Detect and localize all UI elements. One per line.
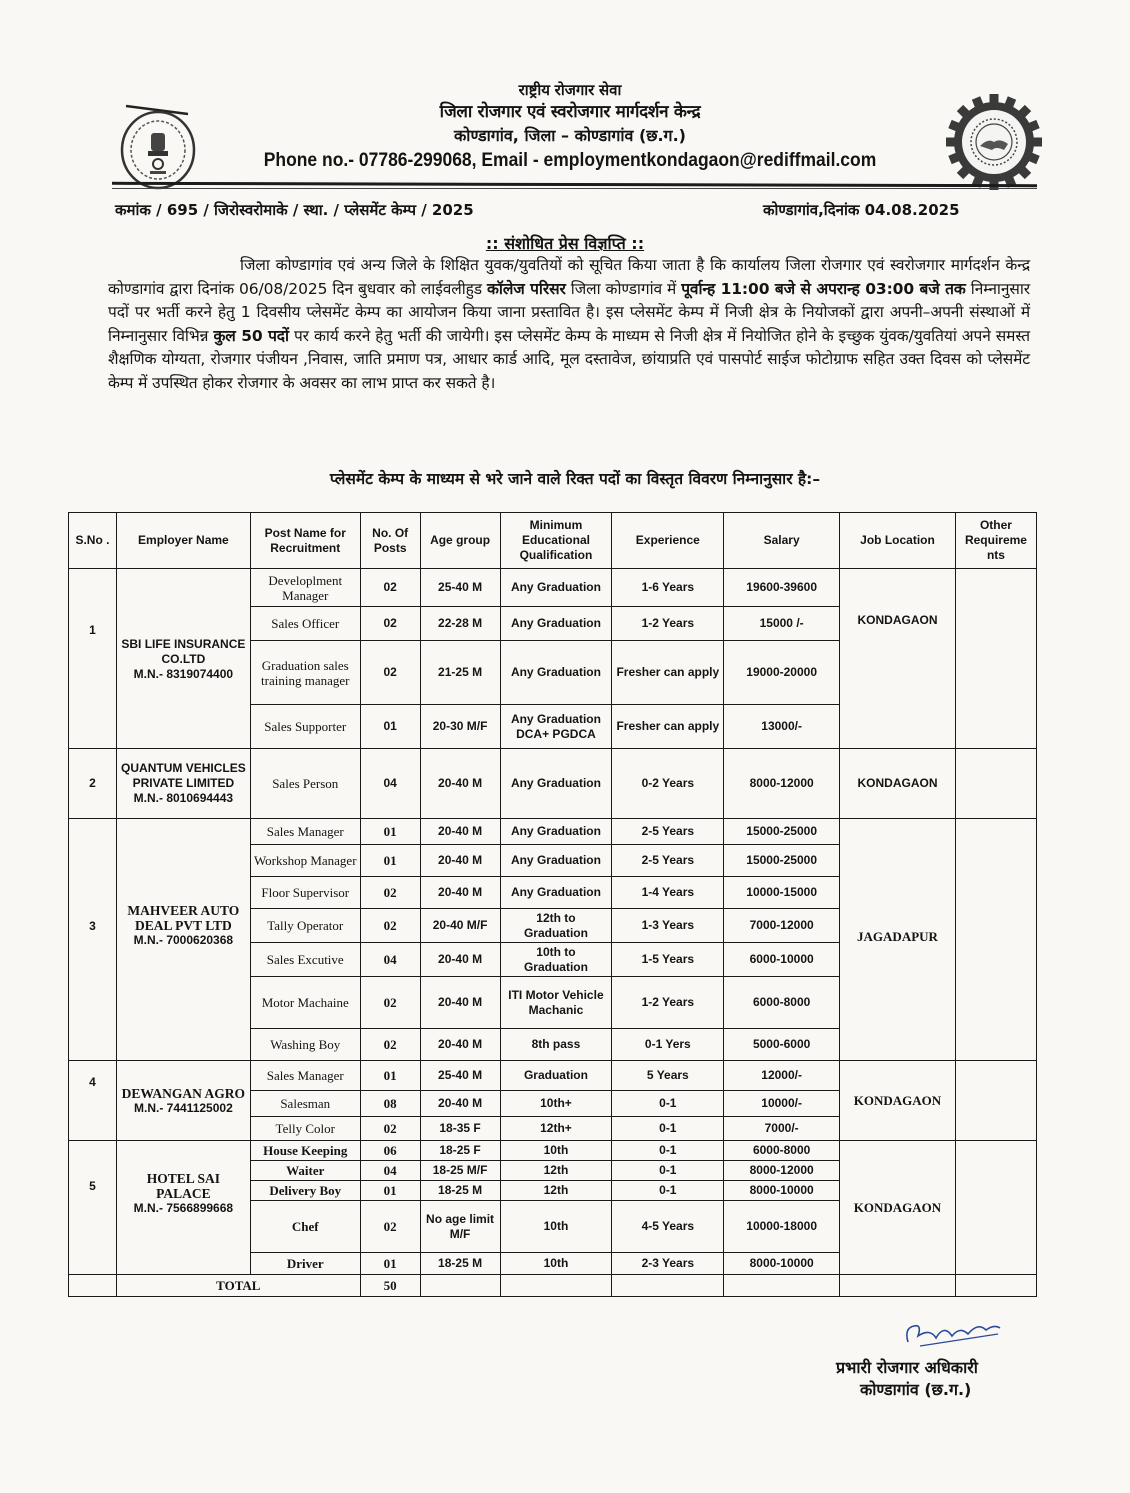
table-row <box>69 819 1037 845</box>
age-cell: 20-30 M/F <box>420 705 500 749</box>
experience-cell: 1-5 Years <box>612 943 724 977</box>
salary-cell: 8000-12000 <box>724 1161 840 1181</box>
other-requirements-cell <box>955 569 1036 749</box>
salary-cell: 6000-10000 <box>724 943 840 977</box>
posts-cell: 01 <box>360 845 420 877</box>
post-cell: Motor Machaine <box>250 977 360 1029</box>
qualification-cell: Any Graduation DCA+ PGDCA <box>500 705 612 749</box>
post-cell: Chef <box>250 1201 360 1253</box>
qualification-cell: 10th <box>500 1201 612 1253</box>
table-row <box>69 1061 1037 1091</box>
posts-cell: 02 <box>360 641 420 705</box>
notice-body-part: जिला कोण्डागांव एवं अन्य जिले के शिक्षित युवक/युवतियों को सूचित किया जाता है कि कार्यालय जिला रोजगार एवं स्वरोजगार मार्गदर्शन केन्द्र कोण्डागांव द्वारा दिनांक 06/08/2025 दिन बुधवार को लाईवलीहुड <box>108 256 1030 298</box>
salary-cell: 6000-8000 <box>724 1141 840 1161</box>
total-empty-cell <box>420 1275 500 1297</box>
location-cell <box>840 1061 956 1141</box>
experience-cell: 1-6 Years <box>612 569 724 607</box>
experience-cell: 1-2 Years <box>612 607 724 641</box>
posts-cell: 01 <box>360 1253 420 1275</box>
total-empty-cell <box>724 1275 840 1297</box>
experience-cell: 1-4 Years <box>612 877 724 909</box>
age-cell: 20-40 M <box>420 749 500 819</box>
age-cell: 25-40 M <box>420 1061 500 1091</box>
post-cell: House Keeping <box>250 1141 360 1161</box>
experience-cell: 0-1 Yers <box>612 1029 724 1061</box>
employer-mobile: M.N.- 8010694443 <box>133 791 234 805</box>
post-cell: Sales Officer <box>250 607 360 641</box>
location-cell: KONDAGAON <box>840 749 956 819</box>
salary-cell: 15000-25000 <box>724 845 840 877</box>
qualification-cell: Any Graduation <box>500 819 612 845</box>
post-cell: Waiter <box>250 1161 360 1181</box>
post-cell: Sales Person <box>250 749 360 819</box>
age-cell: 20-40 M <box>420 1091 500 1117</box>
header-line-office-name: जिला रोजगार एवं स्वरोजगार मार्गदर्शन केन्द्र <box>439 102 701 122</box>
col-header-location: Job Location <box>840 513 956 569</box>
salary-cell: 8000-12000 <box>724 749 840 819</box>
salary-cell: 10000/- <box>724 1091 840 1117</box>
col-header-age: Age group <box>420 513 500 569</box>
notice-body-part: जिला कोण्डागांव में <box>565 279 682 298</box>
employer-mobile: M.N.- 7441125002 <box>134 1100 233 1115</box>
qualification-cell: 12th+ <box>500 1117 612 1141</box>
table-row <box>69 1141 1037 1161</box>
notice-body-timing: पूर्वान्ह 11:00 बजे से अपरान्ह 03:00 बजे तक <box>681 279 966 298</box>
signatory-designation: प्रभारी रोजगार अधिकारी <box>836 1358 978 1377</box>
posts-cell: 02 <box>360 1117 420 1141</box>
posts-cell: 02 <box>360 1029 420 1061</box>
age-cell: 25-40 M <box>420 569 500 607</box>
age-cell: 20-40 M <box>420 943 500 977</box>
post-cell: Floor Supervisor <box>250 877 360 909</box>
experience-cell: 2-3 Years <box>612 1253 724 1275</box>
employer-mobile: M.N.- 7566899668 <box>133 1201 234 1215</box>
posts-cell: 04 <box>360 1161 420 1181</box>
age-cell: 20-40 M <box>420 877 500 909</box>
qualification-cell: Any Graduation <box>500 607 612 641</box>
post-cell: Driver <box>250 1253 360 1275</box>
experience-cell: Fresher can apply <box>612 705 724 749</box>
sno-cell: 3 <box>69 819 117 1061</box>
posts-cell: 02 <box>360 909 420 943</box>
location-cell <box>840 819 956 1061</box>
experience-cell: 0-1 <box>612 1141 724 1161</box>
qualification-cell: 8th pass <box>500 1029 612 1061</box>
notice-body-part: निम्नानुसार पदों पर भर्ती करने हेतु 1 दिवसीय प्लेसमेंट केम्प का आयोजन किया जाना प्रस्तावित है। इस प्लेसमेंट केम्प में निजी क्षेत्र के नियोजकों द्वारा अपनी–अपनी संस्थाओं में निम्नानुसार विभिन्न <box>108 279 1030 345</box>
salary-cell: 12000/- <box>724 1061 840 1091</box>
salary-cell: 15000-25000 <box>724 819 840 845</box>
notice-body-total-posts: कुल 50 पदों <box>213 326 289 345</box>
posts-cell: 02 <box>360 877 420 909</box>
post-cell: Developlment Manager <box>250 569 360 607</box>
post-cell: Sales Supporter <box>250 705 360 749</box>
experience-cell: 5 Years <box>612 1061 724 1091</box>
salary-cell: 15000 /- <box>724 607 840 641</box>
experience-cell: 0-1 <box>612 1161 724 1181</box>
age-cell: 20-40 M <box>420 977 500 1029</box>
qualification-cell: 10th+ <box>500 1091 612 1117</box>
employer-cell <box>116 569 250 749</box>
age-cell: 18-25 F <box>420 1141 500 1161</box>
notice-body-part: पर कार्य करने हेतु भर्ती की जायेगी। इस प्लेसमेंट केम्प के माध्यम से निजी क्षेत्र में नियोजित होने के इच्छुक युंवक/युवतियां अपने समस्त शैक्षणिक योग्यता, रोजगार पंजीयन ,निवास, जाति प्रमाण पत्र, आधार कार्ड आदि, मूल दस्तावेज, छांयाप्रति एवं पासपोर्ट साईज फोटोग्राफ सहित उक्त दिवस को प्लेसमेंट केम्प में उपस्थित होकर रोजगार के अवसर का लाभ प्राप्त कर सकते है। <box>108 326 1031 392</box>
posts-cell: 01 <box>360 705 420 749</box>
col-header-salary: Salary <box>724 513 840 569</box>
table-total-row <box>69 1275 1037 1297</box>
other-requirements-cell <box>955 1141 1036 1275</box>
post-cell: Sales Manager <box>250 1061 360 1091</box>
experience-cell: 0-1 <box>612 1117 724 1141</box>
posts-cell: 04 <box>360 749 420 819</box>
sno-cell: 5 <box>69 1141 117 1275</box>
posts-cell: 02 <box>360 607 420 641</box>
posts-cell: 01 <box>360 1181 420 1201</box>
experience-cell: 1-2 Years <box>612 977 724 1029</box>
post-cell: Tally Operator <box>250 909 360 943</box>
posts-cell: 02 <box>360 977 420 1029</box>
qualification-cell: 12th to Graduation <box>500 909 612 943</box>
qualification-cell: 10th <box>500 1141 612 1161</box>
employer-name: HOTEL SAI PALACE <box>146 1171 220 1201</box>
notice-body <box>108 254 1030 395</box>
table-row <box>69 569 1037 607</box>
salary-cell: 10000-18000 <box>724 1201 840 1253</box>
salary-cell: 8000-10000 <box>724 1253 840 1275</box>
reference-date: कोण्डागांव,दिनांक 04.08.2025 <box>763 201 960 219</box>
salary-cell: 13000/- <box>724 705 840 749</box>
qualification-cell: Any Graduation <box>500 877 612 909</box>
total-empty-cell <box>840 1275 956 1297</box>
age-cell: 20-40 M <box>420 1029 500 1061</box>
experience-cell: 4-5 Years <box>612 1201 724 1253</box>
notice-title <box>0 232 1130 254</box>
salary-cell: 5000-6000 <box>724 1029 840 1061</box>
posts-cell: 04 <box>360 943 420 977</box>
sno-cell: 2 <box>69 749 117 819</box>
header-line-district: कोण्डागांव, जिला – कोण्डागांव (छ.ग.) <box>454 126 686 145</box>
age-cell: 20-40 M <box>420 845 500 877</box>
total-label: TOTAL <box>116 1275 360 1297</box>
employment-exchange-emblem-icon <box>942 90 1046 194</box>
total-posts: 50 <box>360 1275 420 1297</box>
salary-cell: 7000-12000 <box>724 909 840 943</box>
age-cell: 20-40 M <box>420 819 500 845</box>
qualification-cell: Any Graduation <box>500 749 612 819</box>
experience-cell: 0-2 Years <box>612 749 724 819</box>
header-line-national-employment-service: राष्ट्रीय रोजगार सेवा <box>518 81 622 99</box>
employer-mobile: M.N.- 7000620368 <box>133 933 234 947</box>
reference-number: कमांक / 695 / जिरोस्वरोमाके / स्था. / प्लेसमेंट केम्प / 2025 <box>115 201 474 219</box>
age-cell: 18-25 M/F <box>420 1161 500 1181</box>
other-requirements-cell <box>955 1061 1036 1141</box>
header-contact-line: Phone no.- 07786-299068, Email - employmentkondagaon@rediffmail.com <box>263 150 877 171</box>
col-header-experience: Experience <box>612 513 724 569</box>
posts-cell: 01 <box>360 819 420 845</box>
location-text: JAGADAPUR <box>857 929 938 944</box>
col-header-sno: S.No . <box>69 513 117 569</box>
government-emblem-icon <box>118 100 202 192</box>
age-cell: 18-25 M <box>420 1181 500 1201</box>
total-empty-cell <box>612 1275 724 1297</box>
location-cell: KONDAGAON <box>840 569 956 749</box>
col-header-other: Other Requireme nts <box>955 513 1036 569</box>
qualification-cell: 12th <box>500 1181 612 1201</box>
experience-cell: Fresher can apply <box>612 641 724 705</box>
post-cell: Salesman <box>250 1091 360 1117</box>
total-empty-cell <box>69 1275 117 1297</box>
age-cell: 20-40 M/F <box>420 909 500 943</box>
post-cell: Graduation sales training manager <box>250 641 360 705</box>
post-cell: Washing Boy <box>250 1029 360 1061</box>
header-divider <box>112 182 1037 187</box>
table-header-row <box>69 513 1037 569</box>
notice-body-venue: कॉलेज परिसर <box>487 279 566 298</box>
employer-name: MAHVEER AUTO DEAL PVT LTD <box>127 903 240 933</box>
qualification-cell: Any Graduation <box>500 641 612 705</box>
employer-name: DEWANGAN AGRO <box>121 1085 246 1101</box>
employer-name: SBI LIFE INSURANCE CO.LTD <box>121 637 246 666</box>
post-cell: Sales Manager <box>250 819 360 845</box>
total-empty-cell <box>955 1275 1036 1297</box>
age-cell: 22-28 M <box>420 607 500 641</box>
salary-cell: 19000-20000 <box>724 641 840 705</box>
sno-cell: 1 <box>69 569 117 749</box>
other-requirements-cell <box>955 819 1036 1061</box>
header-divider-thin <box>112 188 1037 189</box>
notice-title-text: :: संशोधित प्रेस विज्ञप्ति :: <box>485 234 645 253</box>
employer-mobile: M.N.- 8319074400 <box>133 667 234 681</box>
location-text: KONDAGAON <box>853 1200 942 1215</box>
experience-cell: 2-5 Years <box>612 845 724 877</box>
qualification-cell: Graduation <box>500 1061 612 1091</box>
experience-cell: 0-1 <box>612 1091 724 1117</box>
other-requirements-cell <box>955 749 1036 819</box>
employer-cell <box>116 819 250 1061</box>
employer-name: QUANTUM VEHICLES PRIVATE LIMITED <box>121 761 246 790</box>
location-text: KONDAGAON <box>853 1093 942 1108</box>
table-row <box>69 749 1037 819</box>
location-cell <box>840 1141 956 1275</box>
age-cell: 18-35 F <box>420 1117 500 1141</box>
employer-cell <box>116 1141 250 1275</box>
qualification-cell: Any Graduation <box>500 569 612 607</box>
salary-cell: 6000-8000 <box>724 977 840 1029</box>
experience-cell: 0-1 <box>612 1181 724 1201</box>
age-cell: 18-25 M <box>420 1253 500 1275</box>
signatory-place: कोण्डागांव (छ.ग.) <box>860 1380 972 1399</box>
age-cell: 21-25 M <box>420 641 500 705</box>
salary-cell: 7000/- <box>724 1117 840 1141</box>
post-cell: Telly Color <box>250 1117 360 1141</box>
post-cell: Delivery Boy <box>250 1181 360 1201</box>
post-cell: Workshop Manager <box>250 845 360 877</box>
col-header-qualification: Minimum Educational Qualification <box>500 513 612 569</box>
salary-cell: 10000-15000 <box>724 877 840 909</box>
total-empty-cell <box>500 1275 612 1297</box>
sno-cell: 4 <box>69 1061 117 1141</box>
posts-cell: 02 <box>360 569 420 607</box>
posts-cell: 06 <box>360 1141 420 1161</box>
qualification-cell: 10th to Graduation <box>500 943 612 977</box>
employer-cell <box>116 749 250 819</box>
salary-cell: 19600-39600 <box>724 569 840 607</box>
employer-cell <box>116 1061 250 1141</box>
qualification-cell: Any Graduation <box>500 845 612 877</box>
vacancy-table <box>68 512 1037 1297</box>
col-header-post: Post Name for Recruitment <box>250 513 360 569</box>
qualification-cell: 12th <box>500 1161 612 1181</box>
col-header-posts: No. Of Posts <box>360 513 420 569</box>
qualification-cell: 10th <box>500 1253 612 1275</box>
salary-cell: 8000-10000 <box>724 1181 840 1201</box>
col-header-employer: Employer Name <box>116 513 250 569</box>
posts-cell: 02 <box>360 1201 420 1253</box>
office-header <box>200 80 940 174</box>
vacancy-details-heading: प्लेसमेंट केम्प के माध्यम से भरे जाने वाले रिक्त पदों का विस्तृत विवरण निम्नानुसार है:– <box>329 470 821 488</box>
posts-cell: 08 <box>360 1091 420 1117</box>
qualification-cell: ITI Motor Vehicle Machanic <box>500 977 612 1029</box>
experience-cell: 1-3 Years <box>612 909 724 943</box>
experience-cell: 2-5 Years <box>612 819 724 845</box>
age-cell: No age limit M/F <box>420 1201 500 1253</box>
signature-icon <box>900 1318 1010 1350</box>
posts-cell: 01 <box>360 1061 420 1091</box>
post-cell: Sales Excutive <box>250 943 360 977</box>
